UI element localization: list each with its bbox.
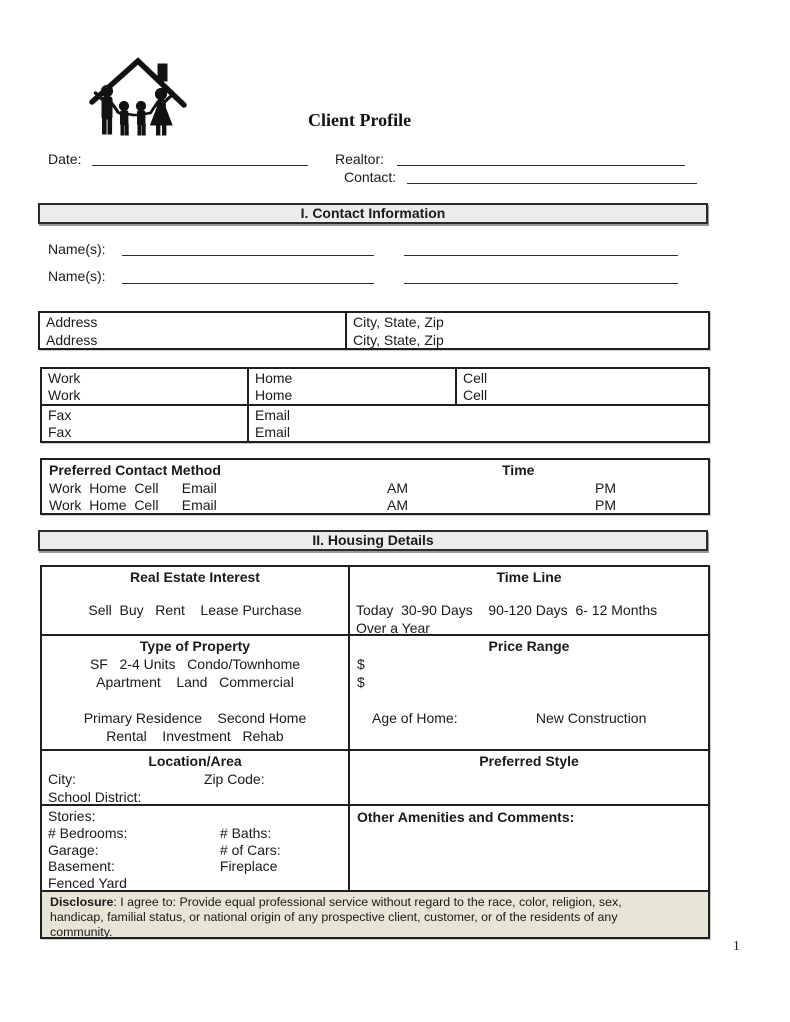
pm-option: PM <box>595 497 616 513</box>
property-use-options: Primary Residence Second Home <box>83 710 307 726</box>
date-label: Date: <box>48 151 82 167</box>
fireplace-field-label: Fireplace <box>219 858 278 875</box>
work-phone-cell <box>42 369 247 404</box>
real-estate-interest-options: Sell Buy Rent Lease Purchase <box>88 602 302 618</box>
realtor-field[interactable] <box>397 165 685 166</box>
property-type-options: Apartment Land Commercial <box>96 674 294 690</box>
disclosure-label: Disclosure <box>50 895 114 909</box>
section-header-housing-details: II. Housing Details <box>38 530 708 551</box>
real-estate-interest-title: Real Estate Interest <box>130 569 260 585</box>
name-field-2a[interactable] <box>122 283 374 284</box>
other-amenities-cell <box>348 804 708 890</box>
names-label-2: Name(s): <box>48 268 106 284</box>
contact-method-options: Work Home Cell Email <box>49 497 217 513</box>
time-line-options: Today 30-90 Days 90-120 Days 6- 12 Months <box>356 602 658 618</box>
other-amenities-title: Other Amenities and Comments: <box>357 809 575 825</box>
names-label-1: Name(s): <box>48 241 106 257</box>
type-of-property-title: Type of Property <box>139 638 251 654</box>
baths-field-label: # Baths: <box>219 824 272 841</box>
cell-label: Cell <box>463 370 488 386</box>
stories-field-label: Stories: <box>48 808 96 824</box>
date-field[interactable] <box>92 165 308 166</box>
name-field-2b[interactable] <box>404 283 678 284</box>
price-range-max-field[interactable]: $ <box>357 674 365 690</box>
email-label: Email <box>255 424 291 440</box>
address-label: Address <box>46 314 98 330</box>
time-line-title: Time Line <box>496 569 562 585</box>
contact-label: Contact: <box>344 169 397 185</box>
fax-label: Fax <box>48 424 72 440</box>
price-range-cell <box>348 634 708 749</box>
section-header-contact-information: I. Contact Information <box>38 203 708 224</box>
type-of-property-cell <box>42 634 348 749</box>
city-state-zip-cell <box>345 313 708 348</box>
preferred-contact-method-section <box>40 458 710 515</box>
preferred-contact-method-title: Preferred Contact Method <box>49 462 221 478</box>
am-option: AM <box>387 479 408 496</box>
location-area-cell <box>42 749 348 804</box>
fenced-yard-field-label: Fenced Yard <box>48 875 127 890</box>
name-field-1b[interactable] <box>404 255 678 256</box>
zip-code-field-label: Zip Code: <box>203 771 265 787</box>
basement-field-label: Basement: <box>48 858 115 875</box>
real-estate-interest-cell <box>42 567 348 634</box>
bedrooms-field-label: # Bedrooms: <box>48 824 128 841</box>
preferred-style-cell <box>348 749 708 804</box>
price-range-min-field[interactable]: $ <box>357 656 365 672</box>
property-use-options: Rental Investment Rehab <box>106 728 284 744</box>
disclosure-text: : I agree to: Provide equal professional service without regard to the race, color, religion, sex, handicap, familial status, or national origin of any prospective client, customer, or of the residents of any community. <box>50 895 622 939</box>
price-range-title: Price Range <box>488 638 570 654</box>
home-features-cell <box>42 804 348 890</box>
new-construction-option: New Construction <box>535 710 647 726</box>
address-label: Address <box>46 331 98 348</box>
age-of-home-label: Age of Home: <box>372 710 458 726</box>
email-label: Email <box>255 407 291 423</box>
school-district-field-label: School District: <box>48 789 142 804</box>
work-label: Work <box>48 387 81 403</box>
housing-details-table <box>40 565 710 939</box>
page-number: 1 <box>733 938 740 953</box>
disclosure-notice <box>42 890 708 937</box>
work-label: Work <box>48 370 81 386</box>
fax-cell <box>42 404 247 441</box>
home-label: Home <box>255 387 293 403</box>
name-field-1a[interactable] <box>122 255 374 256</box>
address-cell <box>40 313 345 348</box>
page-title: Client Profile <box>308 110 412 130</box>
am-option: AM <box>387 497 408 513</box>
city-state-zip-label: City, State, Zip <box>353 331 444 348</box>
contact-field[interactable] <box>407 183 697 184</box>
pm-option: PM <box>595 479 616 496</box>
cell-label: Cell <box>463 387 488 403</box>
address-table <box>38 311 710 350</box>
contact-method-options: Work Home Cell Email <box>49 479 217 496</box>
fax-label: Fax <box>48 407 72 423</box>
location-area-title: Location/Area <box>148 753 242 769</box>
realtor-label: Realtor: <box>335 151 385 167</box>
home-label: Home <box>255 370 293 386</box>
city-field-label: City: <box>48 771 76 787</box>
time-line-options: Over a Year <box>356 620 430 634</box>
email-cell <box>247 404 708 441</box>
time-line-cell <box>348 567 708 634</box>
city-state-zip-label: City, State, Zip <box>353 314 444 330</box>
cell-phone-cell <box>455 369 708 404</box>
time-header: Time <box>502 462 535 478</box>
property-type-options: SF 2-4 Units Condo/Townhome <box>89 656 301 672</box>
garage-field-label: Garage: <box>48 841 99 858</box>
family-house-logo <box>86 55 190 139</box>
home-phone-cell <box>247 369 455 404</box>
phone-table <box>40 367 710 443</box>
cars-field-label: # of Cars: <box>219 841 281 858</box>
preferred-style-title: Preferred Style <box>479 753 579 769</box>
